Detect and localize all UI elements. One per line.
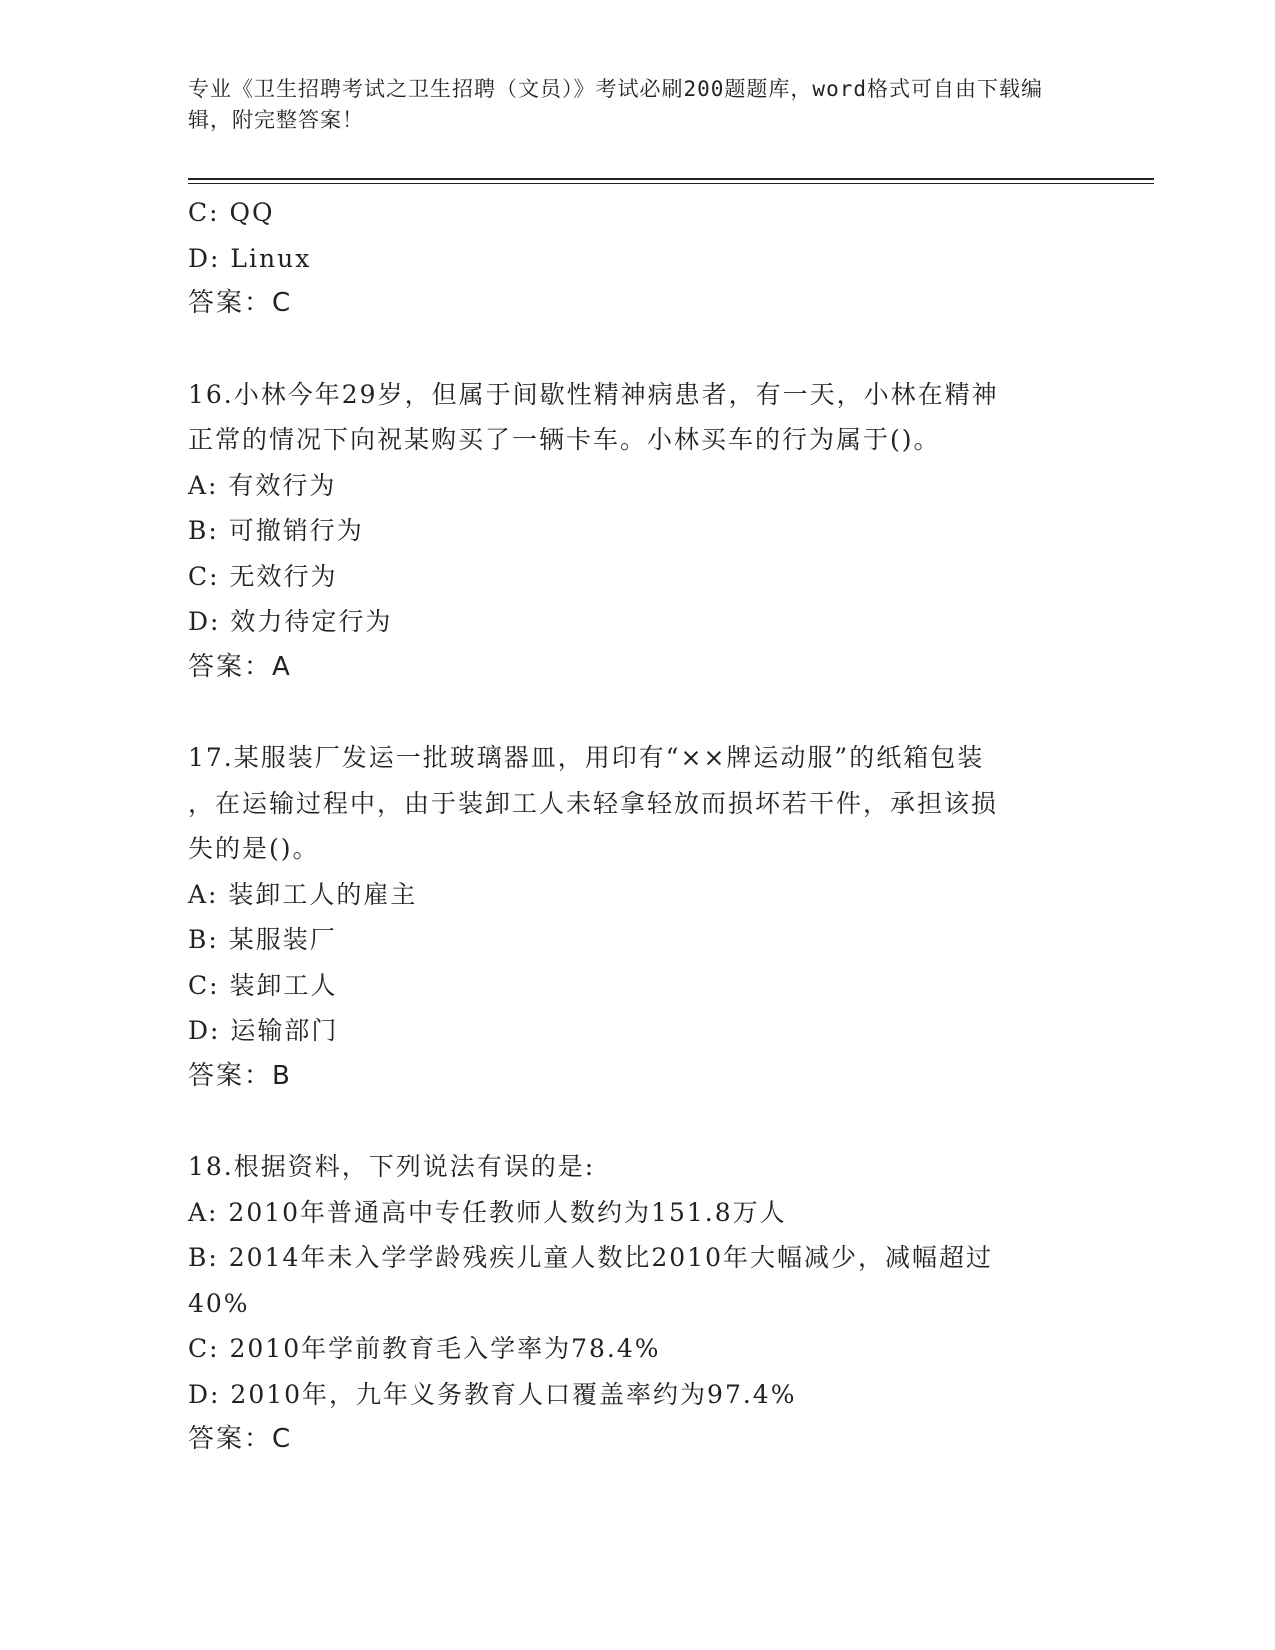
option-d: D: 运输部门	[188, 1016, 339, 1045]
question-content	[188, 190, 1078, 1463]
option-b: B: 某服装厂	[188, 925, 337, 954]
question-17	[188, 735, 1078, 1099]
question-stem-line: 18.根据资料，下列说法有误的是:	[188, 1152, 596, 1181]
question-stem-line: 17.某服装厂发运一批玻璃器皿，用印有“××牌运动服”的纸箱包装	[188, 743, 985, 772]
option-c: C: 无效行为	[188, 561, 338, 591]
option-b-continued: 40%	[188, 1288, 250, 1318]
option-c: C: QQ	[188, 198, 275, 227]
answer-line: 答案：B	[188, 1060, 292, 1091]
option-d: D: Linux	[188, 243, 312, 273]
option-c: C: 2010年学前教育毛入学率为78.4%	[188, 1334, 661, 1363]
option-c: C: 装卸工人	[188, 970, 338, 1000]
option-a: A: 有效行为	[188, 470, 337, 500]
option-a: A: 2010年普通高中专任教师人数约为151.8万人	[188, 1197, 787, 1227]
option-d: D: 效力待定行为	[188, 607, 393, 636]
spacer	[188, 327, 1078, 372]
header-divider-thin	[188, 183, 1154, 184]
spacer	[188, 690, 1078, 735]
option-d: D: 2010年，九年义务教育人口覆盖率约为97.4%	[188, 1379, 797, 1409]
question-stem-line: ，在运输过程中，由于装卸工人未轻拿轻放而损坏若干件，承担该损	[188, 788, 999, 818]
question-stem-line: 16.小林今年29岁，但属于间歇性精神病患者，有一天，小林在精神	[188, 379, 999, 409]
question-16	[188, 372, 1078, 691]
option-b: B: 可撤销行为	[188, 516, 364, 545]
page-header-title: 专业《卫生招聘考试之卫生招聘（文员）》考试必刷200题题库，word格式可自由下载编辑，附完整答案！	[188, 77, 1043, 132]
answer-line: 答案：C	[188, 1424, 293, 1454]
header-divider-thick	[188, 178, 1154, 180]
option-a: A: 装卸工人的雇主	[188, 879, 418, 909]
answer-line: 答案：C	[188, 288, 293, 318]
spacer	[188, 1099, 1078, 1144]
question-18	[188, 1144, 1078, 1463]
question-stem-line: 正常的情况下向祝某购买了一辆卡车。小林买车的行为属于()。	[188, 425, 941, 454]
question-stem-line: 失的是()。	[188, 834, 320, 863]
question-15-partial	[188, 190, 1078, 327]
answer-line: 答案：A	[188, 651, 292, 682]
option-b: B: 2014年未入学学龄残疾儿童人数比2010年大幅减少，减幅超过	[188, 1243, 993, 1272]
